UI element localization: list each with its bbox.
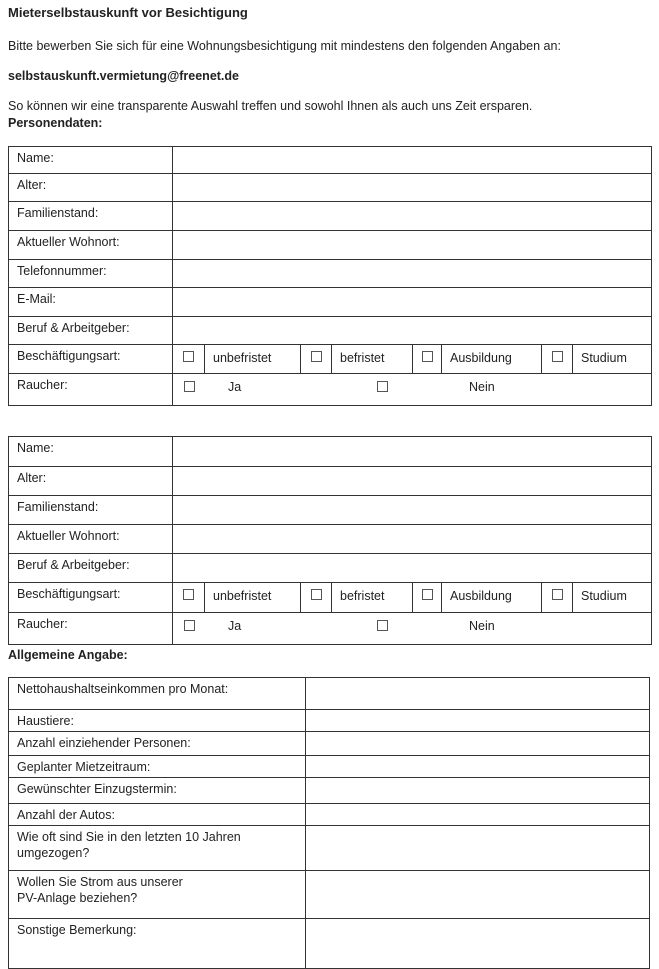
checkbox-ja[interactable]	[184, 381, 195, 392]
checkbox-nein[interactable]	[377, 381, 388, 392]
field-label: Familienstand:	[9, 496, 173, 525]
name-input[interactable]	[173, 437, 652, 467]
option-label: befristet	[332, 345, 413, 374]
email-input[interactable]	[173, 288, 652, 317]
field-label: Beruf & Arbeitgeber:	[9, 554, 173, 583]
field-label: Aktueller Wohnort:	[9, 231, 173, 260]
checkbox-ausbildung[interactable]	[422, 351, 433, 362]
field-label: Sonstige Bemerkung:	[9, 919, 306, 969]
pets-input[interactable]	[306, 710, 650, 732]
field-label: Wie oft sind Sie in den letzten 10 Jahren umgezogen?	[9, 826, 306, 871]
field-label: Geplanter Mietzeitraum:	[9, 756, 306, 778]
option-label: Ausbildung	[442, 583, 542, 613]
option-label: unbefristet	[205, 583, 301, 613]
checkbox-unbefristet[interactable]	[183, 589, 194, 600]
occupation-input[interactable]	[173, 317, 652, 345]
age-input[interactable]	[173, 174, 652, 202]
checkbox-studium[interactable]	[552, 351, 563, 362]
field-label: Name:	[9, 437, 173, 467]
general-table	[8, 677, 650, 969]
checkbox-nein[interactable]	[377, 620, 388, 631]
residence-input[interactable]	[173, 231, 652, 260]
name-input[interactable]	[173, 147, 652, 174]
checkbox-ja[interactable]	[184, 620, 195, 631]
persons-input[interactable]	[306, 732, 650, 756]
option-label: Ja	[228, 619, 242, 633]
field-label: Alter:	[9, 174, 173, 202]
field-label: Anzahl der Autos:	[9, 804, 306, 826]
person2-table	[8, 436, 652, 645]
option-label: Ja	[228, 380, 242, 394]
rental-period-input[interactable]	[306, 756, 650, 778]
field-label: Raucher:	[9, 613, 173, 645]
cars-input[interactable]	[306, 804, 650, 826]
checkbox-ausbildung[interactable]	[422, 589, 433, 600]
field-label: Alter:	[9, 467, 173, 496]
occupation-input[interactable]	[173, 554, 652, 583]
option-label: Studium	[573, 345, 652, 374]
note-text: So können wir eine transparente Auswahl treffen und sowohl Ihnen als auch uns Zeit ersparen.	[8, 99, 533, 113]
smoker-options	[173, 374, 652, 406]
field-label: Beschäftigungsart:	[9, 345, 173, 374]
field-label: Wollen Sie Strom aus unserer PV-Anlage beziehen?	[9, 871, 306, 919]
section-heading-general: Allgemeine Angabe:	[8, 648, 128, 662]
option-label: befristet	[332, 583, 413, 613]
field-label: Nettohaushaltseinkommen pro Monat:	[9, 678, 306, 710]
field-label: Telefonnummer:	[9, 260, 173, 288]
contact-email[interactable]: selbstauskunft.vermietung@freenet.de	[8, 69, 239, 83]
residence-input[interactable]	[173, 525, 652, 554]
field-label: Familienstand:	[9, 202, 173, 231]
remarks-input[interactable]	[306, 919, 650, 969]
checkbox-befristet[interactable]	[311, 351, 322, 362]
moves-input[interactable]	[306, 826, 650, 871]
field-label: Gewünschter Einzugstermin:	[9, 778, 306, 804]
field-label: Beruf & Arbeitgeber:	[9, 317, 173, 345]
checkbox-befristet[interactable]	[311, 589, 322, 600]
field-label: Name:	[9, 147, 173, 174]
field-label: Beschäftigungsart:	[9, 583, 173, 613]
option-label: Ausbildung	[442, 345, 542, 374]
field-label: Aktueller Wohnort:	[9, 525, 173, 554]
phone-input[interactable]	[173, 260, 652, 288]
option-label: Studium	[573, 583, 652, 613]
checkbox-unbefristet[interactable]	[183, 351, 194, 362]
field-label: Raucher:	[9, 374, 173, 406]
page-title: Mieterselbstauskunft vor Besichtigung	[8, 5, 248, 20]
smoker-options	[173, 613, 652, 645]
option-label: unbefristet	[205, 345, 301, 374]
option-label: Nein	[469, 380, 495, 394]
marital-status-input[interactable]	[173, 202, 652, 231]
section-heading-personal: Personendaten:	[8, 116, 103, 130]
move-in-date-input[interactable]	[306, 778, 650, 804]
option-label: Nein	[469, 619, 495, 633]
checkbox-studium[interactable]	[552, 589, 563, 600]
marital-status-input[interactable]	[173, 496, 652, 525]
field-label: Anzahl einziehender Personen:	[9, 732, 306, 756]
age-input[interactable]	[173, 467, 652, 496]
field-label: E-Mail:	[9, 288, 173, 317]
field-label: Haustiere:	[9, 710, 306, 732]
pv-power-input[interactable]	[306, 871, 650, 919]
person1-table	[8, 146, 652, 406]
income-input[interactable]	[306, 678, 650, 710]
intro-text: Bitte bewerben Sie sich für eine Wohnungsbesichtigung mit mindestens den folgenden Angaben an:	[8, 39, 561, 53]
